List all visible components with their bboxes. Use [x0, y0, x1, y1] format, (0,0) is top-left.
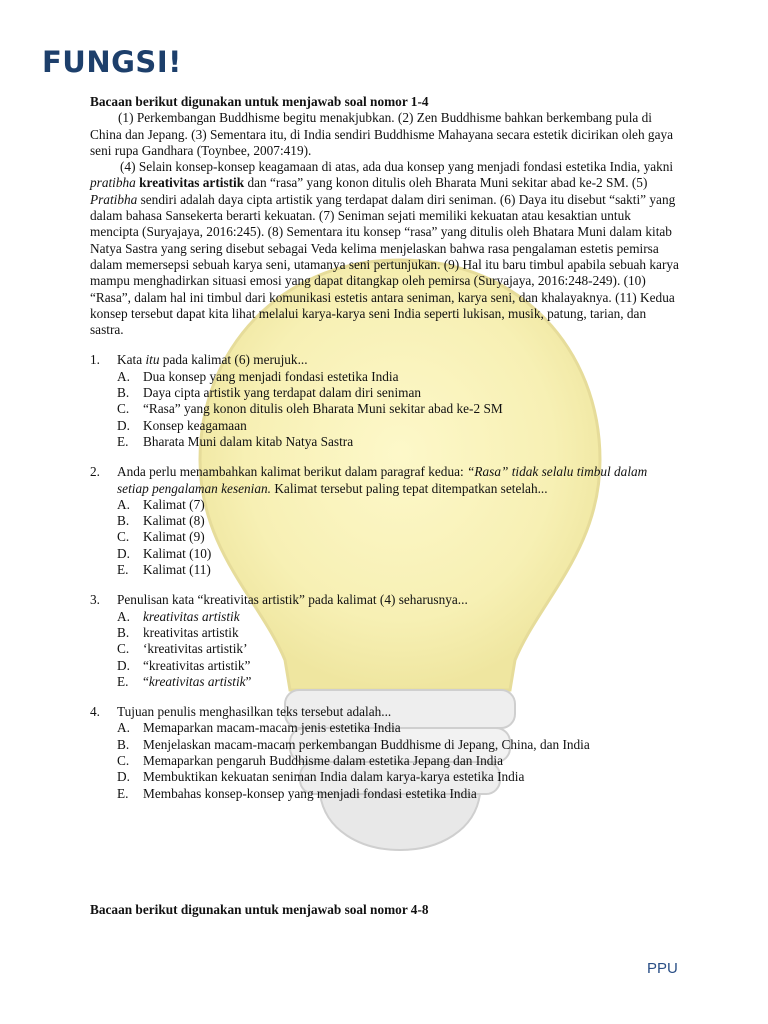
option-text: Konsep keagamaan: [143, 417, 247, 433]
option-text: Bharata Muni dalam kitab Natya Sastra: [143, 433, 354, 449]
document-body: [90, 94, 682, 802]
question-number: 2.: [90, 464, 100, 480]
stem-text: Penulisan kata “kreativitas artistik” pada kalimat (4) seharusnya...: [117, 592, 468, 608]
p1-text: (1) Perkembangan Buddhisme begitu menakjubkan. (2) Zen Buddhisme bahkan berkembang pula di China dan Jepang. (3) Sementara itu, di India sendiri Buddhisme Mahayana secara estetik dicirikan oleh gaya seni rupa Gandhara (Toynbee, 2007:419).: [90, 110, 674, 158]
brand-logo: FUNGSI!: [42, 45, 182, 79]
p2-bold: kreativitas artistik: [135, 175, 245, 191]
stem-text-end: Kalimat tersebut paling tepat ditempatkan setelah...: [271, 480, 548, 496]
answer-option[interactable]: [90, 546, 682, 562]
question-4: [90, 704, 682, 802]
p2-text-c: sendiri adalah daya cipta artistik yang terdapat dalam diri seniman. (6) Daya itu disebut “sakti” yang dalam bahasa Sansekerta berarti kekuatan. (7) Seniman sejati memiliki kekuatan atau kesaktian untuk mencipta (Suryajaya, 2016:245). (8) Sementara itu konsep “rasa” yang ditulis oleh Bhatara Muni dalam kitab Natya Sastra yang sering disebut sebagai Veda kelima menjelaskan bahwa rasa pengalaman estetis pemirsa dalam memersepsi sebuah karya seni, utamanya seni pertunjukan. (9) Hal itu baru timbul apabila sebuah karya mampu menghadirkan situasi emosi yang dapat ditangkap oleh pemirsa (Suryajaya, 2016:248-249). (10) “Rasa”, dalam hal ini timbul dari komunikasi estetis antara seniman, karya seni, dan khalayaknya. (11) Kedua konsep tersebut dapat kita lihat melalui karya-karya seni India seperti lukisan, musik, patung, tarian, dan sastra.: [90, 191, 679, 338]
answer-option[interactable]: [90, 753, 682, 769]
answer-option[interactable]: [90, 625, 682, 641]
stem-text: Kata: [117, 352, 146, 368]
question-2: [90, 464, 682, 578]
passage-paragraph-2: [90, 159, 682, 338]
option-text: “kreativitas artistik”: [143, 657, 251, 673]
question-stem-row: [90, 592, 682, 608]
answer-option[interactable]: [90, 434, 682, 450]
option-text: Memaparkan macam-macam jenis estetika India: [143, 720, 401, 736]
p2-pratibha-2: Pratibha: [90, 191, 138, 207]
option-letter: B.: [117, 513, 130, 529]
stem-text: Tujuan penulis menghasilkan teks tersebut adalah...: [117, 704, 392, 720]
option-text: Memaparkan pengaruh Buddhisme dalam estetika Jepang dan India: [143, 752, 504, 768]
question-stem: [117, 464, 682, 497]
answer-option[interactable]: [90, 418, 682, 434]
option-letter: E.: [117, 433, 129, 449]
option-letter: C.: [117, 529, 130, 545]
option-letter: E.: [117, 673, 129, 689]
passage-paragraph-1: [90, 110, 682, 159]
footer-label: PPU: [647, 960, 678, 977]
option-text: Dua konsep yang menjadi fondasi estetika India: [143, 368, 399, 384]
option-letter: A.: [117, 368, 130, 384]
option-text: kreativitas artistik: [143, 608, 240, 624]
answer-option[interactable]: [90, 769, 682, 785]
option-letter: D.: [117, 545, 130, 561]
question-number: 3.: [90, 592, 100, 608]
stem-text-end: pada kalimat (6) merujuk...: [159, 352, 308, 368]
stem-text: Anda perlu menambahkan kalimat berikut dalam paragraf kedua:: [117, 464, 468, 480]
answer-option[interactable]: [90, 513, 682, 529]
answer-option[interactable]: [90, 674, 682, 690]
option-text: ‘kreativitas artistik’: [143, 641, 248, 657]
option-letter: D.: [117, 657, 130, 673]
option-text: kreativitas artistik: [143, 624, 239, 640]
stem-italic: “Rasa” tidak selalu timbul dalam setiap pengalaman kesenian.: [117, 464, 648, 496]
question-stem-row: [90, 464, 682, 497]
p2-text-b: dan “rasa” yang konon ditulis oleh Bharata Muni sekitar abad ke-2 SM. (5): [244, 175, 648, 191]
answer-option[interactable]: [90, 529, 682, 545]
question-stem: [117, 352, 682, 368]
option-letter: C.: [117, 641, 130, 657]
option-text: Kalimat (8): [143, 513, 205, 529]
passage-heading: Bacaan berikut digunakan untuk menjawab soal nomor 1-4: [90, 94, 429, 109]
option-letter: A.: [117, 608, 130, 624]
question-number: 1.: [90, 352, 100, 368]
answer-option[interactable]: [90, 497, 682, 513]
option-letter: E.: [117, 562, 129, 578]
p2-text-a: (4) Selain konsep-konsep keagamaan di atas, ada dua konsep yang menjadi fondasi estetika India, yakni: [120, 159, 674, 175]
answer-option[interactable]: [90, 369, 682, 385]
option-text: “Rasa” yang konon ditulis oleh Bharata Muni sekitar abad ke-2 SM: [143, 401, 503, 417]
question-stem: [117, 592, 682, 608]
option-letter: E.: [117, 785, 129, 801]
answer-option[interactable]: [90, 658, 682, 674]
answer-option[interactable]: [90, 720, 682, 736]
p2-pratibha: pratibha: [90, 175, 136, 191]
option-letter: D.: [117, 417, 130, 433]
option-letter: C.: [117, 752, 130, 768]
answer-option[interactable]: [90, 385, 682, 401]
option-letter: A.: [117, 720, 130, 736]
option-text: Kalimat (7): [143, 496, 205, 512]
question-stem: [117, 704, 682, 720]
answer-option[interactable]: [90, 786, 682, 802]
option-letter: D.: [117, 769, 130, 785]
question-stem-row: [90, 352, 682, 368]
question-stem-row: [90, 704, 682, 720]
option-letter: B.: [117, 385, 130, 401]
option-text: Kalimat (9): [143, 529, 205, 545]
option-text: “kreativitas artistik”: [143, 673, 252, 689]
answer-option[interactable]: [90, 641, 682, 657]
next-passage-heading: Bacaan berikut digunakan untuk menjawab soal nomor 4-8: [90, 902, 429, 917]
option-text: Membahas konsep-konsep yang menjadi fondasi estetika India: [143, 785, 477, 801]
option-letter: B.: [117, 624, 130, 640]
option-text: Kalimat (11): [143, 562, 211, 578]
option-letter: A.: [117, 496, 130, 512]
option-text: Daya cipta artistik yang terdapat dalam diri seniman: [143, 385, 422, 401]
question-1: [90, 352, 682, 450]
option-letter: C.: [117, 401, 130, 417]
question-number: 4.: [90, 704, 100, 720]
question-list: [90, 352, 682, 801]
option-text: Membuktikan kekuatan seniman India dalam karya-karya estetika India: [143, 769, 525, 785]
option-letter: B.: [117, 736, 130, 752]
question-3: [90, 592, 682, 690]
option-text: Menjelaskan macam-macam perkembangan Buddhisme di Jepang, China, dan India: [143, 736, 590, 752]
option-text: Kalimat (10): [143, 545, 212, 561]
stem-italic: itu: [145, 352, 160, 368]
answer-option[interactable]: [90, 401, 682, 417]
answer-option[interactable]: [90, 609, 682, 625]
answer-option[interactable]: [90, 737, 682, 753]
answer-option[interactable]: [90, 562, 682, 578]
